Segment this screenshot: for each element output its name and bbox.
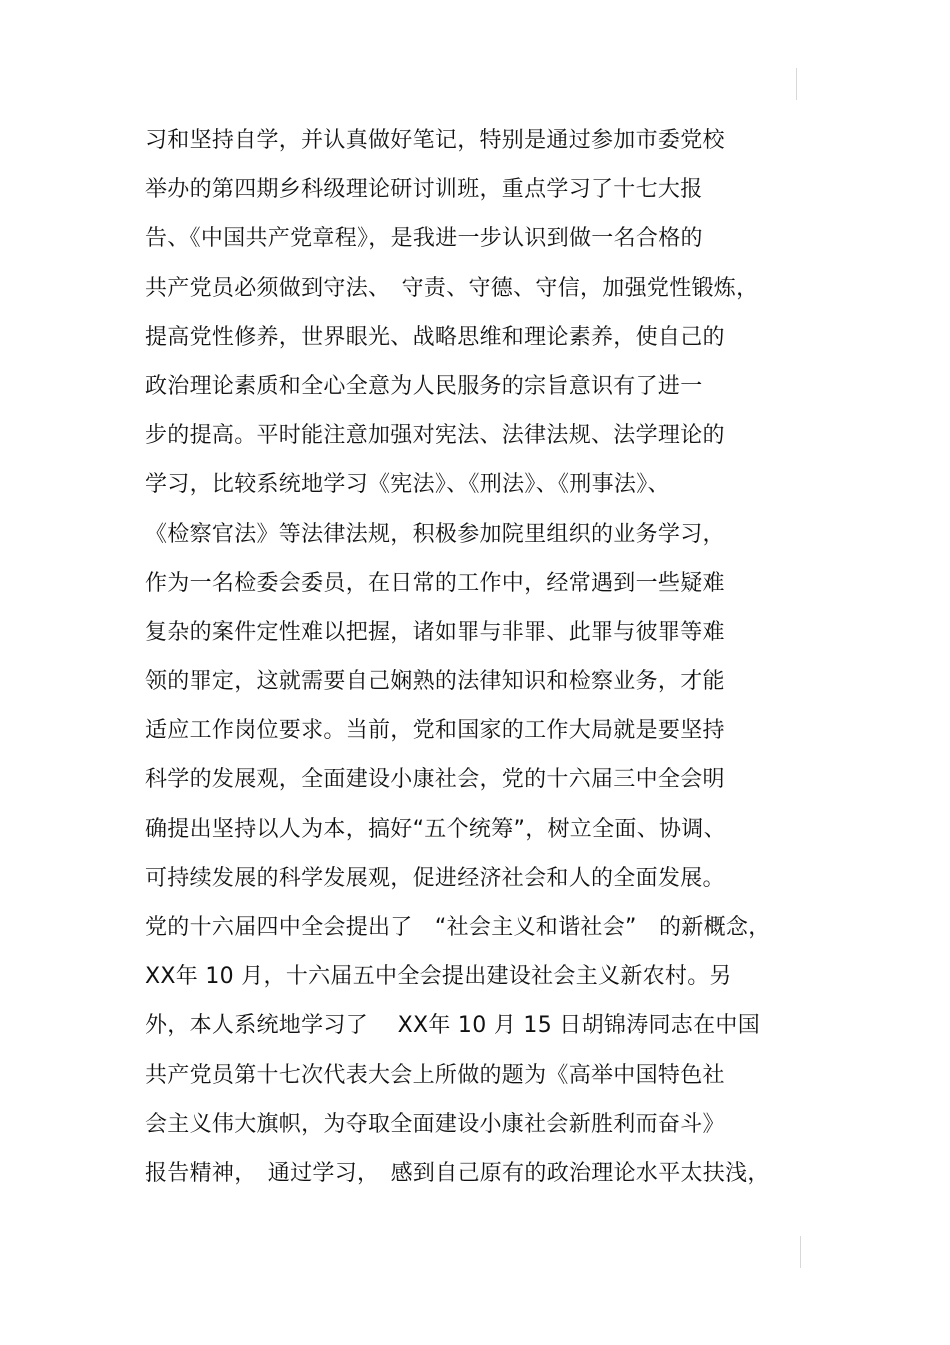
text-line: 报告精神， 通过学习， 感到自己原有的政治理论水平太扶浅， <box>145 1160 770 1186</box>
text-line: 确提出坚持以人为本，搞好“五个统筹”，树立全面、协调、 <box>145 816 726 842</box>
text-line: XX年 10 月，十六届五中全会提出建设社会主义新农村。另 <box>145 964 732 990</box>
text-line: 共产党员第十七次代表大会上所做的题为《高举中国特色社 <box>145 1062 725 1088</box>
page-edge-mark-top <box>796 68 797 100</box>
text-line: 习和坚持自学，并认真做好笔记，特别是通过参加市委党校 <box>145 128 725 153</box>
text-line: 科学的发展观，全面建设小康社会，党的十六届三中全会明 <box>145 767 725 793</box>
text-line: 《检察官法》等法律法规，积极参加院里组织的业务学习， <box>145 521 725 547</box>
text-line: 领的罪定，这就需要自己娴熟的法律知识和检察业务，才能 <box>145 669 725 695</box>
document-body-text <box>145 125 795 1207</box>
text-line: 告、《中国共产党章程》，是我进一步认识到做一名合格的 <box>145 226 703 252</box>
text-line: 可持续发展的科学发展观，促进经济社会和人的全面发展。 <box>145 865 725 891</box>
text-line: 举办的第四期乡科级理论研讨训班，重点学习了十七大报 <box>145 177 703 203</box>
text-line: 共产党员必须做到守法、 守责、守德、守信，加强党性锻炼， <box>145 275 759 301</box>
text-line: 政治理论素质和全心全意为人民服务的宗旨意识有了进一 <box>145 373 703 399</box>
text-line: 复杂的案件定性难以把握，诸如罪与非罪、此罪与彼罪等难 <box>145 619 725 645</box>
text-line: 会主义伟大旗帜，为夺取全面建设小康社会新胜利而奋斗》 <box>145 1111 725 1137</box>
text-line: 外，本人系统地学习了 XX年 10 月 15 日胡锦涛同志在中国 <box>145 1013 760 1039</box>
text-line: 党的十六届四中全会提出了 “社会主义和谐社会” 的新概念， <box>145 915 771 940</box>
page-edge-mark-bottom <box>800 1236 801 1268</box>
text-line: 提高党性修养，世界眼光、战略思维和理论素养，使自己的 <box>145 324 725 350</box>
text-line: 作为一名检委会委员，在日常的工作中，经常遇到一些疑难 <box>145 570 725 596</box>
text-line: 适应工作岗位要求。当前，党和国家的工作大局就是要坚持 <box>145 718 725 744</box>
text-line: 步的提高。平时能注意加强对宪法、法律法规、法学理论的 <box>145 423 725 449</box>
text-line: 学习，比较系统地学习《宪法》、《刑法》、《刑事法》、 <box>145 472 670 498</box>
